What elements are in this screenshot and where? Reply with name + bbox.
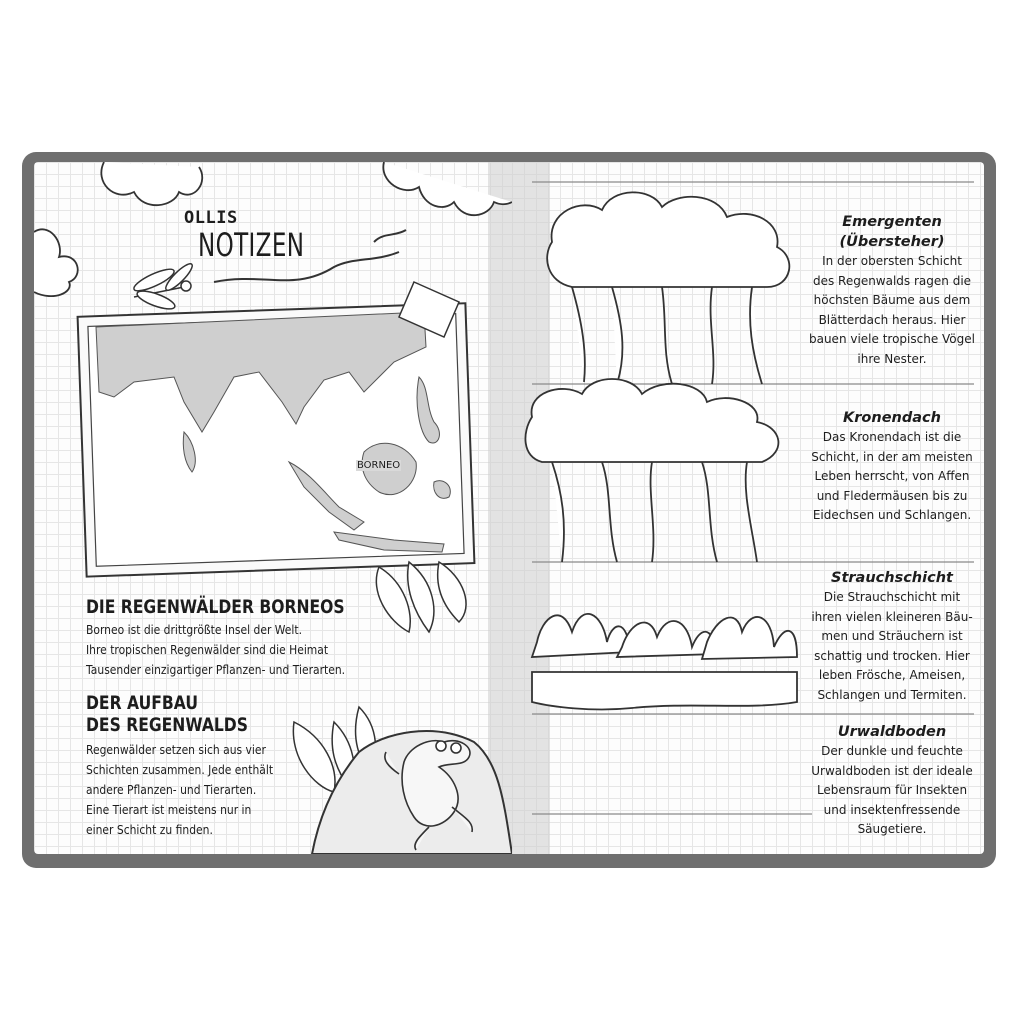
section-title-structure-line1: DER AUFBAU <box>86 692 198 714</box>
section-body-borneo: Borneo ist die drittgrößte Insel der Welt. Ihre tropischen Regenwälder sind die Heimat Tausender einzigartiger Pflanzen- und Tierarten. <box>86 622 346 677</box>
shrub-layer-plants <box>532 614 797 659</box>
map-label-borneo: BORNEO <box>357 460 401 471</box>
right-page <box>512 162 984 854</box>
leaf-doodle <box>376 562 466 632</box>
layer-body-emergent: In der obersten Schicht des Regenwalds ragen die höchsten Bäume aus dem Blätterdach heraus. Hier bauen viele tropische Vögel ihre Nester. <box>808 254 975 366</box>
notes-heading-small: OLLIS <box>184 208 238 228</box>
asia-map <box>78 303 475 576</box>
layer-emergent <box>808 212 976 370</box>
canopy-tree-crowns <box>525 379 778 562</box>
layer-body-floor: Der dunkle und feuchte Urwaldboden ist der ideale Lebensraum für Insekten und insektenfressende Säugetiere. <box>811 744 973 837</box>
layer-floor <box>808 722 976 840</box>
left-page <box>34 162 512 854</box>
section-title-borneo: DIE REGENWÄLDER BORNEOS <box>86 596 345 618</box>
cloud-doodle-right <box>383 162 512 215</box>
layer-title-shrub: Strauchschicht <box>831 570 953 586</box>
layer-body-canopy: Das Kronendach ist die Schicht, in der am meisten Leben herrscht, von Affen und Fledermäusen bis zu Eidechsen und Schlangen. <box>811 430 973 523</box>
section-body-structure: Regenwälder setzen sich aus vier Schichten zusammen. Jede enthält andere Pflanzen- und Tierarten. Eine Tierart ist meistens nur in einer Schicht zu finden. <box>86 742 274 837</box>
emergent-tree-crowns <box>547 192 789 384</box>
forest-floor-strip <box>532 672 797 709</box>
layer-canopy <box>808 408 976 526</box>
layer-shrub <box>808 568 976 706</box>
layer-body-shrub: Die Strauchschicht mit ihren vielen kleineren Bäu- men und Sträuchern ist schattig und trocken. Hier leben Frösche, Ameisen, Schlangen und Termiten. <box>811 590 973 702</box>
cloud-doodle-left <box>34 229 78 296</box>
dragonfly-icon <box>132 261 196 313</box>
section-title-structure-line2: DES REGENWALDS <box>86 714 248 736</box>
notes-heading-large: NOTIZEN <box>198 226 305 264</box>
notebook-cover <box>22 152 996 868</box>
layer-title-emergent: Emergenten (Übersteher) <box>839 214 945 250</box>
layer-title-canopy: Kronendach <box>843 410 941 426</box>
cloud-doodle-top <box>101 162 202 205</box>
layer-title-floor: Urwaldboden <box>837 724 947 740</box>
